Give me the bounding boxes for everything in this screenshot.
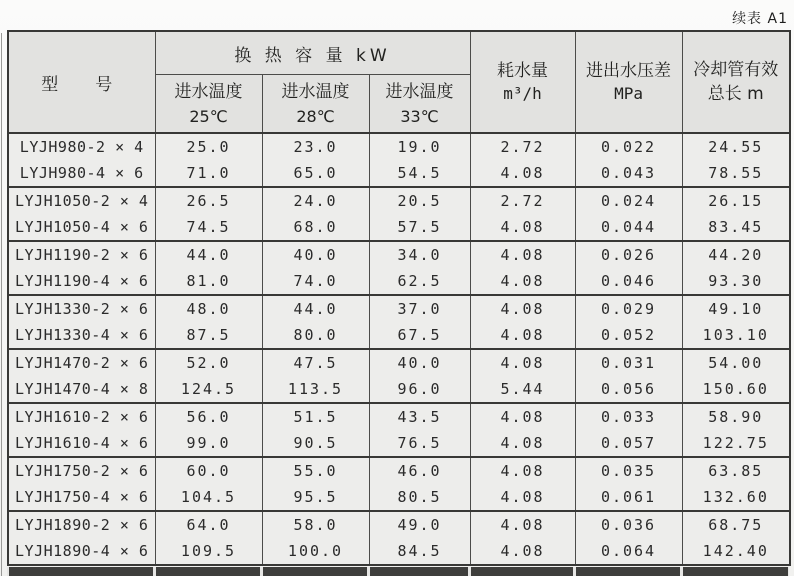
value-cell: 0.056	[575, 376, 682, 403]
value-cell: 80.0	[262, 322, 369, 349]
scan-edge-line	[1, 33, 2, 576]
value-cell: 74.0	[262, 268, 369, 295]
table-row	[8, 457, 790, 484]
value-cell: 0.033	[575, 403, 682, 430]
value-cell: 68.0	[262, 214, 369, 241]
table-header	[8, 31, 790, 133]
value-cell: 49.0	[369, 511, 470, 538]
table-row	[8, 187, 790, 214]
model-cell: LYJH1190-2 × 6	[8, 241, 155, 268]
value-cell: 78.55	[682, 160, 790, 187]
col-header-water-consumption	[470, 31, 575, 133]
value-cell: 80.5	[369, 484, 470, 511]
value-cell: 96.0	[369, 376, 470, 403]
value-cell: 103.10	[682, 322, 790, 349]
value-cell: 4.08	[470, 322, 575, 349]
model-cell: LYJH1050-4 × 6	[8, 214, 155, 241]
value-cell: 93.30	[682, 268, 790, 295]
value-cell: 0.024	[575, 187, 682, 214]
model-cell: LYJH980-4 × 6	[8, 160, 155, 187]
value-cell: 4.08	[470, 349, 575, 376]
value-cell: 0.061	[575, 484, 682, 511]
value-cell: 4.08	[470, 538, 575, 565]
value-cell: 109.5	[155, 538, 262, 565]
value-cell: 58.0	[262, 511, 369, 538]
value-cell: 122.75	[682, 430, 790, 457]
value-cell: 0.031	[575, 349, 682, 376]
inlet-temp-value: 25℃	[189, 106, 228, 126]
value-cell: 74.5	[155, 214, 262, 241]
value-cell: 24.0	[262, 187, 369, 214]
model-cell: LYJH1890-2 × 6	[8, 511, 155, 538]
cutoff-next-row-artifact	[7, 567, 790, 576]
col-header-temp-33	[369, 75, 470, 134]
value-cell: 51.5	[262, 403, 369, 430]
model-cell: LYJH1890-4 × 6	[8, 538, 155, 565]
value-cell: 56.0	[155, 403, 262, 430]
pipe-length-unit: 总长 m	[707, 84, 764, 104]
table-row	[8, 484, 790, 511]
value-cell: 76.5	[369, 430, 470, 457]
value-cell: 0.057	[575, 430, 682, 457]
col-header-pressure-diff	[575, 31, 682, 133]
value-cell: 2.72	[470, 133, 575, 160]
pressure-diff-unit: MPa	[614, 84, 643, 103]
value-cell: 68.75	[682, 511, 790, 538]
cutoff-cell	[681, 567, 789, 576]
value-cell: 65.0	[262, 160, 369, 187]
inlet-temp-label: 进水温度	[385, 81, 454, 102]
col-header-temp-28	[262, 75, 369, 134]
pipe-length-label: 冷却管有效	[693, 60, 779, 80]
value-cell: 4.08	[470, 268, 575, 295]
value-cell: 84.5	[369, 538, 470, 565]
value-cell: 37.0	[369, 295, 470, 322]
value-cell: 52.0	[155, 349, 262, 376]
inlet-temp-value: 33℃	[400, 106, 439, 126]
value-cell: 0.052	[575, 322, 682, 349]
value-cell: 60.0	[155, 457, 262, 484]
model-cell: LYJH1190-4 × 6	[8, 268, 155, 295]
table-row	[8, 376, 790, 403]
value-cell: 44.20	[682, 241, 790, 268]
value-cell: 40.0	[369, 349, 470, 376]
value-cell: 4.08	[470, 214, 575, 241]
water-consumption-label: 耗水量	[497, 61, 549, 81]
value-cell: 0.029	[575, 295, 682, 322]
value-cell: 71.0	[155, 160, 262, 187]
table-row	[8, 403, 790, 430]
value-cell: 58.90	[682, 403, 790, 430]
table-row	[8, 322, 790, 349]
value-cell: 0.035	[575, 457, 682, 484]
spec-table	[7, 30, 791, 566]
cutoff-cell	[261, 567, 368, 576]
water-consumption-unit: m³/h	[503, 84, 542, 103]
table-row	[8, 214, 790, 241]
cutoff-cell	[574, 567, 681, 576]
value-cell: 63.85	[682, 457, 790, 484]
value-cell: 95.5	[262, 484, 369, 511]
table-row	[8, 295, 790, 322]
value-cell: 150.60	[682, 376, 790, 403]
value-cell: 4.08	[470, 430, 575, 457]
value-cell: 57.5	[369, 214, 470, 241]
cutoff-cell	[7, 567, 154, 576]
model-cell: LYJH1330-4 × 6	[8, 322, 155, 349]
model-cell: LYJH1470-4 × 8	[8, 376, 155, 403]
model-cell: LYJH1610-2 × 6	[8, 403, 155, 430]
value-cell: 4.08	[470, 403, 575, 430]
value-cell: 67.5	[369, 322, 470, 349]
table-row	[8, 538, 790, 565]
value-cell: 142.40	[682, 538, 790, 565]
value-cell: 54.00	[682, 349, 790, 376]
table-row	[8, 268, 790, 295]
inlet-temp-label: 进水温度	[174, 81, 243, 102]
value-cell: 25.0	[155, 133, 262, 160]
value-cell: 43.5	[369, 403, 470, 430]
value-cell: 19.0	[369, 133, 470, 160]
value-cell: 62.5	[369, 268, 470, 295]
value-cell: 132.60	[682, 484, 790, 511]
model-cell: LYJH1050-2 × 4	[8, 187, 155, 214]
col-header-model: 型 号	[8, 31, 155, 133]
table-body	[8, 133, 790, 565]
value-cell: 54.5	[369, 160, 470, 187]
value-cell: 20.5	[369, 187, 470, 214]
value-cell: 4.08	[470, 457, 575, 484]
value-cell: 4.08	[470, 484, 575, 511]
model-cell: LYJH1750-2 × 6	[8, 457, 155, 484]
model-cell: LYJH1750-4 × 6	[8, 484, 155, 511]
value-cell: 64.0	[155, 511, 262, 538]
value-cell: 83.45	[682, 214, 790, 241]
model-cell: LYJH1610-4 × 6	[8, 430, 155, 457]
inlet-temp-label: 进水温度	[281, 81, 350, 102]
cutoff-cell	[469, 567, 574, 576]
value-cell: 26.5	[155, 187, 262, 214]
value-cell: 26.15	[682, 187, 790, 214]
table-row	[8, 349, 790, 376]
continuation-table-label: 续表 A1	[732, 11, 788, 27]
value-cell: 0.043	[575, 160, 682, 187]
model-cell: LYJH1470-2 × 6	[8, 349, 155, 376]
value-cell: 44.0	[155, 241, 262, 268]
value-cell: 55.0	[262, 457, 369, 484]
value-cell: 4.08	[470, 241, 575, 268]
value-cell: 4.08	[470, 295, 575, 322]
value-cell: 44.0	[262, 295, 369, 322]
model-cell: LYJH1330-2 × 6	[8, 295, 155, 322]
value-cell: 104.5	[155, 484, 262, 511]
value-cell: 49.10	[682, 295, 790, 322]
value-cell: 0.022	[575, 133, 682, 160]
pressure-diff-label: 进出水压差	[586, 61, 672, 81]
value-cell: 48.0	[155, 295, 262, 322]
value-cell: 47.5	[262, 349, 369, 376]
value-cell: 4.08	[470, 511, 575, 538]
table-row	[8, 241, 790, 268]
value-cell: 40.0	[262, 241, 369, 268]
value-cell: 81.0	[155, 268, 262, 295]
model-cell: LYJH980-2 × 4	[8, 133, 155, 160]
inlet-temp-value: 28℃	[296, 106, 335, 126]
value-cell: 87.5	[155, 322, 262, 349]
value-cell: 4.08	[470, 160, 575, 187]
value-cell: 99.0	[155, 430, 262, 457]
value-cell: 23.0	[262, 133, 369, 160]
value-cell: 0.046	[575, 268, 682, 295]
col-header-temp-25	[155, 75, 262, 134]
table-row	[8, 133, 790, 160]
value-cell: 2.72	[470, 187, 575, 214]
value-cell: 0.044	[575, 214, 682, 241]
value-cell: 113.5	[262, 376, 369, 403]
value-cell: 0.036	[575, 511, 682, 538]
table-row	[8, 160, 790, 187]
value-cell: 24.55	[682, 133, 790, 160]
table-row	[8, 430, 790, 457]
col-header-pipe-length	[682, 31, 790, 133]
cutoff-cell	[368, 567, 469, 576]
value-cell: 100.0	[262, 538, 369, 565]
value-cell: 34.0	[369, 241, 470, 268]
cutoff-cell	[154, 567, 261, 576]
value-cell: 90.5	[262, 430, 369, 457]
value-cell: 46.0	[369, 457, 470, 484]
value-cell: 124.5	[155, 376, 262, 403]
col-header-capacity-group: 换 热 容 量 kW	[155, 31, 470, 75]
value-cell: 0.026	[575, 241, 682, 268]
value-cell: 5.44	[470, 376, 575, 403]
value-cell: 0.064	[575, 538, 682, 565]
table-row	[8, 511, 790, 538]
